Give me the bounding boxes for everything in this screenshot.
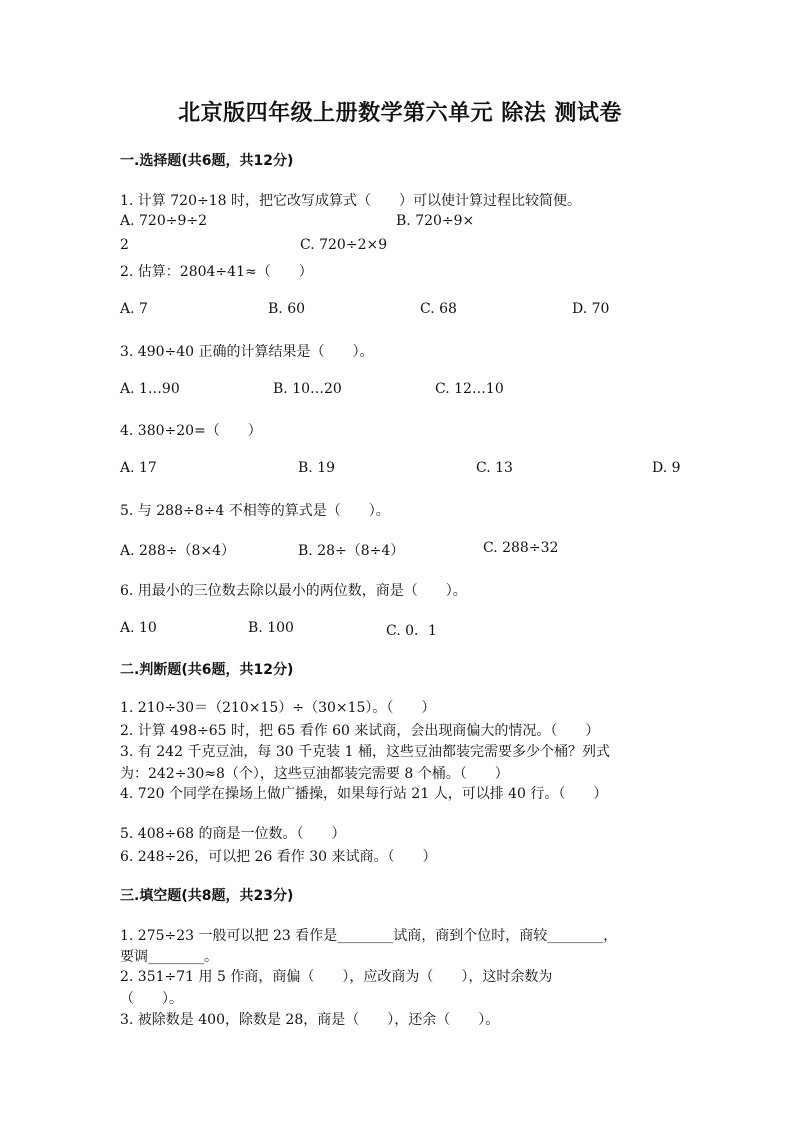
choice-q1-option-b: B. 720÷9× xyxy=(396,213,475,229)
choice-q4-stem: 4. 380÷20=（ ） xyxy=(120,423,262,439)
section-heading-judge: 二.判断题(共6题，共12分) xyxy=(120,662,294,678)
fill-q2-line1: 2. 351÷71 用 5 作商，商偏（ ），应改商为（ ），这时余数为 xyxy=(120,969,553,985)
choice-q6-stem: 6. 用最小的三位数去除以最小的两位数，商是（ ）。 xyxy=(120,583,467,599)
section-heading-fill: 三.填空题(共8题，共23分) xyxy=(120,888,294,904)
choice-q2-stem: 2. 估算：2804÷41≈（ ） xyxy=(120,264,313,280)
choice-q6-option-c: C. 0．1 xyxy=(386,623,437,639)
choice-q4-option-d: D. 9 xyxy=(652,460,681,476)
fill-q1-line2: 要调________。 xyxy=(120,949,218,965)
choice-q2-option-d: D. 70 xyxy=(572,301,610,317)
judge-q3-line1: 3. 有 242 千克豆油，每 30 千克装 1 桶，这些豆油都装完需要多少个桶？列式 xyxy=(120,744,610,760)
choice-q4-option-c: C. 13 xyxy=(476,460,513,476)
choice-q5-option-b: B. 28÷（8÷4） xyxy=(298,543,405,559)
judge-q3-line2: 为：242÷30≈8（个），这些豆油都装完需要 8 个桶。（ ） xyxy=(120,766,509,782)
judge-q6: 6. 248÷26，可以把 26 看作 30 来试商。（ ） xyxy=(120,849,437,865)
section-heading-choice: 一.选择题(共6题，共12分) xyxy=(120,153,294,169)
choice-q6-option-a: A. 10 xyxy=(120,620,157,636)
choice-q2-option-b: B. 60 xyxy=(268,301,306,317)
choice-q1-option-a: A. 720÷9÷2 xyxy=(120,213,208,229)
choice-q5-option-a: A. 288÷（8×4） xyxy=(120,543,236,559)
choice-q4-option-a: A. 17 xyxy=(120,460,157,476)
fill-q2-line2: （ ）。 xyxy=(120,991,183,1007)
choice-q2-option-c: C. 68 xyxy=(420,301,457,317)
choice-q3-stem: 3. 490÷40 正确的计算结果是（ ）。 xyxy=(120,344,374,360)
choice-q1-stem: 1. 计算 720÷18 时，把它改写成算式（ ）可以使计算过程比较简便。 xyxy=(120,193,581,209)
choice-q2-option-a: A. 7 xyxy=(120,301,148,317)
judge-q4: 4. 720 个同学在操场上做广播操，如果每行站 21 人，可以排 40 行。（ ） xyxy=(120,786,608,802)
choice-q6-option-b: B. 100 xyxy=(248,620,294,636)
choice-q5-stem: 5. 与 288÷8÷4 不相等的算式是（ ）。 xyxy=(120,503,390,519)
page-title: 北京版四年级上册数学第六单元 除法 测试卷 xyxy=(178,101,622,126)
choice-q3-option-c: C. 12…10 xyxy=(435,381,504,397)
judge-q1: 1. 210÷30＝（210×15）÷（30×15）。（ ） xyxy=(120,700,436,716)
judge-q2: 2. 计算 498÷65 时，把 65 看作 60 来试商，会出现商偏大的情况。（ ） xyxy=(120,723,600,739)
choice-q5-option-c: C. 288÷32 xyxy=(483,540,559,556)
choice-q4-option-b: B. 19 xyxy=(298,460,336,476)
choice-q3-option-b: B. 10…20 xyxy=(273,381,342,397)
choice-q1-option-c: C. 720÷2×9 xyxy=(300,237,388,253)
fill-q3: 3. 被除数是 400，除数是 28，商是（ ），还余（ ）。 xyxy=(120,1012,500,1028)
choice-q1-option-b-wrap: 2 xyxy=(120,237,129,253)
judge-q5: 5. 408÷68 的商是一位数。（ ） xyxy=(120,826,346,842)
choice-q3-option-a: A. 1…90 xyxy=(120,381,180,397)
fill-q1-line1: 1. 275÷23 一般可以把 23 看作是________试商，商到个位时，商较________， xyxy=(120,928,618,944)
